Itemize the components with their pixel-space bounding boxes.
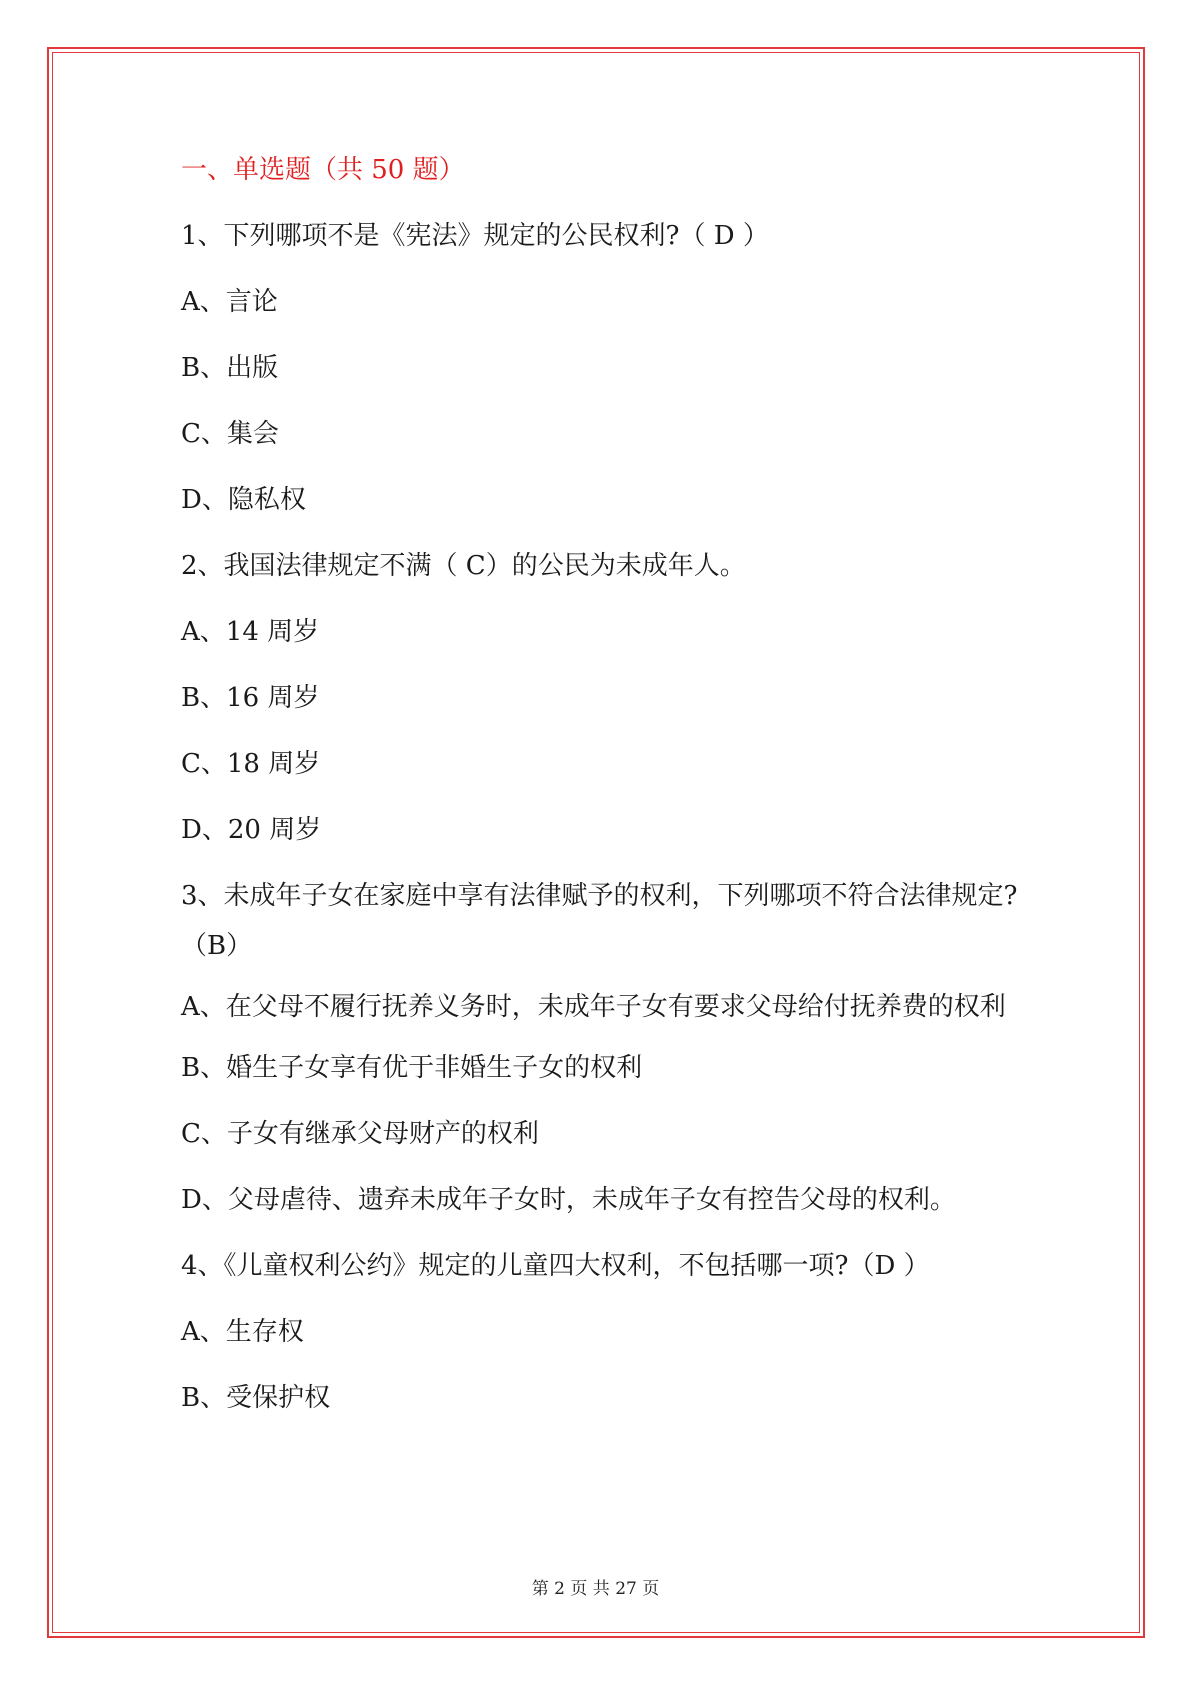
question-1-stem: 1、下列哪项不是《宪法》规定的公民权利?（ D ） xyxy=(181,221,769,251)
question-4-stem: 4、《儿童权利公约》规定的儿童四大权利，不包括哪一项?（D ） xyxy=(181,1251,930,1281)
question-3-option-b: B、婚生子女享有优于非婚生子女的权利 xyxy=(181,1053,643,1083)
question-3-stem: 3、未成年子女在家庭中享有法律赋予的权利，下列哪项不符合法律规定?（B） xyxy=(181,881,1018,961)
question-3-option-a: A、在父母不履行抚养义务时，未成年子女有要求父母给付抚养费的权利 xyxy=(181,992,1006,1022)
question-2-option-a: A、14 周岁 xyxy=(181,617,320,647)
question-4-option-a: A、生存权 xyxy=(181,1317,304,1347)
question-2-stem: 2、我国法律规定不满（ C）的公民为未成年人。 xyxy=(181,551,746,581)
question-2-option-c: C、18 周岁 xyxy=(181,749,321,779)
page-number-footer: 第 2 页 共 27 页 xyxy=(531,1579,660,1599)
document-body xyxy=(181,150,1031,1444)
question-1-option-d: D、隐私权 xyxy=(181,485,306,515)
question-1-option-a: A、言论 xyxy=(181,287,278,317)
question-2-option-b: B、16 周岁 xyxy=(181,683,320,713)
question-3-option-d: D、父母虐待、遗弃未成年子女时，未成年子女有控告父母的权利。 xyxy=(181,1185,956,1215)
question-1-option-b: B、出版 xyxy=(181,353,279,383)
question-4-option-b: B、受保护权 xyxy=(181,1383,331,1413)
question-3-option-c: C、子女有继承父母财产的权利 xyxy=(181,1119,539,1149)
question-1-option-c: C、集会 xyxy=(181,419,279,449)
section-title: 一、单选题（共 50 题） xyxy=(181,155,465,185)
question-2-option-d: D、20 周岁 xyxy=(181,815,322,845)
